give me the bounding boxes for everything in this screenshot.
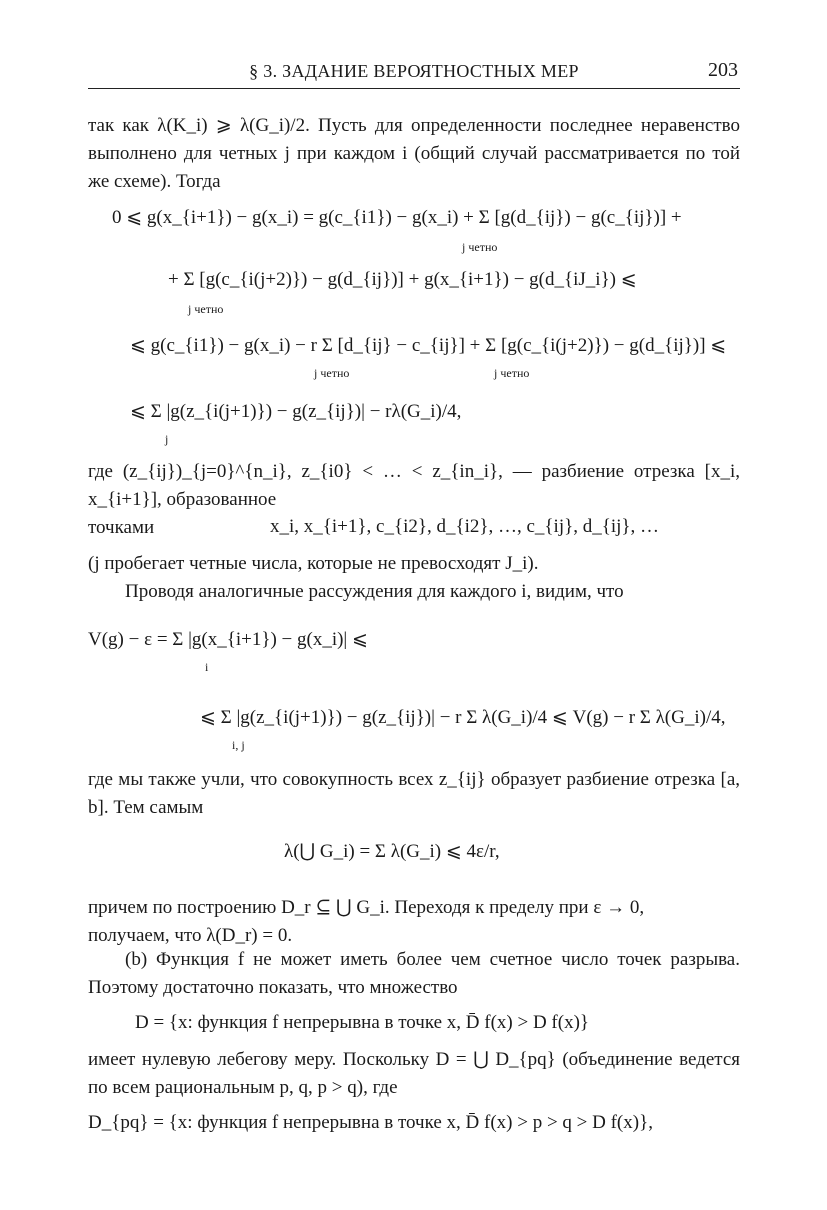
paragraph-partition-ab (88, 766, 740, 822)
paragraph-limit (88, 894, 740, 950)
paragraph-partition-ab-text: где мы также учли, что совокупность всех z_{ij} образует разбиение отрезка [a, b]. Тем самым (88, 769, 740, 818)
equation-2-line-1: V(g) − ε = Σ |g(x_{i+1}) − g(x_i)| ⩽ (88, 629, 368, 650)
sum-index-j: j (165, 432, 169, 446)
equation-3: λ(⋃ G_i) = Σ λ(G_i) ⩽ 4ε/r, (284, 841, 500, 862)
paragraph-j-range-text: (j пробегает четные числа, которые не превосходят J_i). (88, 553, 539, 574)
paragraph-part-b-text: (b) Функция f не может иметь более чем счетное число точек разрыва. Поэтому достаточно показать, что множество (88, 949, 740, 998)
equation-1-line-2: + Σ [g(c_{i(j+2)}) − g(d_{ij})] + g(x_{i+1}) − g(d_{iJ_i}) ⩽ (168, 269, 637, 290)
points-list: x_i, x_{i+1}, c_{i2}, d_{i2}, …, c_{ij}, d_{ij}, … (270, 516, 660, 537)
paragraph-analogous-text: Проводя аналогичные рассуждения для каждого i, видим, что (125, 581, 624, 602)
paragraph-partition-line-2: точками (88, 517, 155, 538)
paragraph-j-range (88, 550, 740, 578)
equation-2-line-2: ⩽ Σ |g(z_{i(j+1)}) − g(z_{ij})| − r Σ λ(G_i)/4 ⩽ V(g) − r Σ λ(G_i)/4, (200, 707, 726, 728)
sum-index-even-2: j четно (188, 302, 224, 316)
paragraph-partition-line-1: где (z_{ij})_{j=0}^{n_i}, z_{i0} < … < z_{in_i}, — разбиение отрезка [x_i, x_{i+1}], образованное (88, 461, 740, 510)
sum-index-even-4: j четно (494, 366, 530, 380)
paragraph-analogous (88, 578, 740, 606)
running-header (88, 58, 740, 89)
paragraph-lebesgue (88, 1046, 740, 1102)
equation-5: D_{pq} = {x: функция f непрерывна в точке x, D̄ f(x) > p > q > D f(x)}, (88, 1112, 653, 1133)
equation-1-line-1: 0 ⩽ g(x_{i+1}) − g(x_i) = g(c_{i1}) − g(x_i) + Σ [g(d_{ij}) − g(c_{ij})] + (112, 207, 682, 228)
sum-index-i-1: i (205, 660, 209, 674)
sum-index-ij: i, j (232, 738, 245, 752)
paragraph-limit-line-1: причем по построению D_r ⊆ ⋃ G_i. Переходя к пределу при ε → 0, (88, 897, 645, 918)
sum-index-even-3: j четно (314, 366, 350, 380)
paragraph-lebesgue-text: имеет нулевую лебегову меру. Поскольку D = ⋃ D_{pq} (объединение ведется по всем рациональным p, q, p > q), где (88, 1049, 740, 1098)
sum-index-even-1: j четно (462, 240, 498, 254)
paragraph-intro-text: так как λ(K_i) ⩾ λ(G_i)/2. Пусть для определенности последнее неравенство выполнено для четных j при каждом i (общий случай рассматривается по той же схеме). Тогда (88, 115, 740, 192)
paragraph-part-b (88, 946, 740, 1002)
paragraph-intro (88, 112, 740, 196)
paragraph-limit-line-2: получаем, что λ(D_r) = 0. (88, 925, 293, 946)
equation-4: D = {x: функция f непрерывна в точке x, D̄ f(x) > D f(x)} (135, 1012, 590, 1033)
equation-1-line-4: ⩽ Σ |g(z_{i(j+1)}) − g(z_{ij})| − rλ(G_i)/4, (130, 401, 462, 422)
section-title: § 3. ЗАДАНИЕ ВЕРОЯТНОСТНЫХ МЕР (249, 61, 579, 81)
page-number: 203 (708, 59, 738, 81)
equation-1-line-3: ⩽ g(c_{i1}) − g(x_i) − r Σ [d_{ij} − c_{ij}] + Σ [g(c_{i(j+2)}) − g(d_{ij})] ⩽ (130, 335, 727, 356)
